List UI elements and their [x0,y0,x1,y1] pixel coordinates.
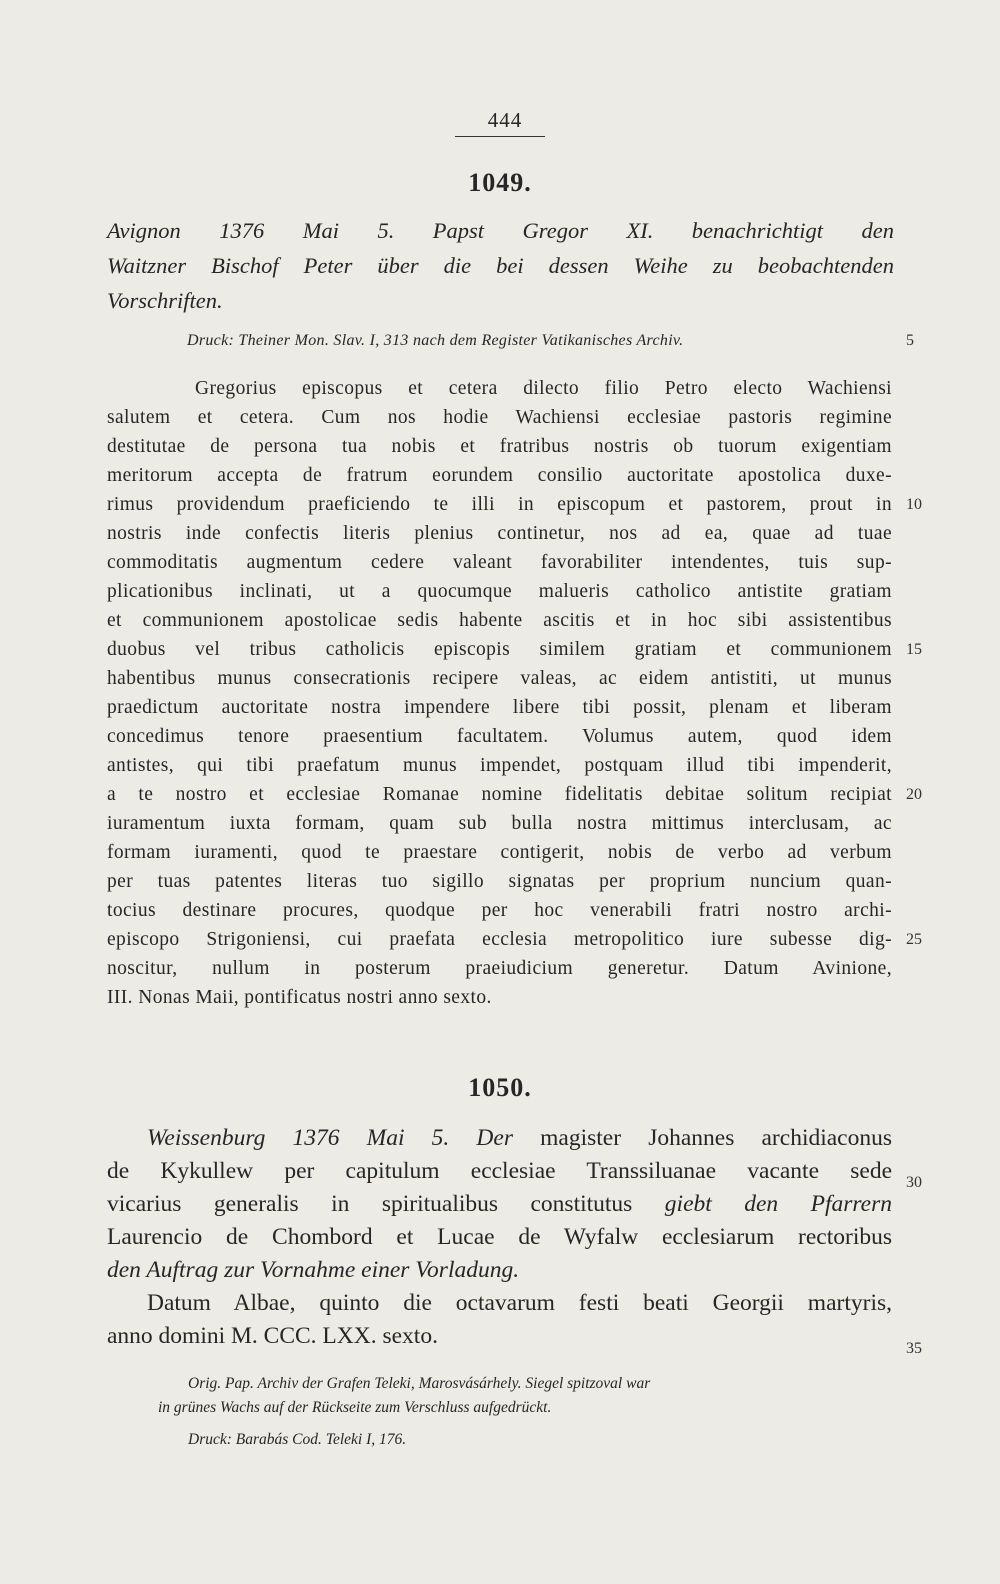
text-line: meritorum accepta de fratrum eorundem consilio auctoritate apostolica duxe- [107,465,892,486]
doc-1049-druck: Druck: Theiner Mon. Slav. I, 313 nach dem Register Vatikanisches Archiv. [187,332,684,349]
heading-line: Waitzner Bischof Peter über die bei dessen Weihe zu beobachtenden [107,253,894,278]
text-line: praedictum auctoritate nostra impendere libere tibi possit, plenam et liberam [107,697,892,718]
heading-roman: vicarius generalis in spiritualibus constitutus [107,1191,633,1217]
datum-line: Datum Albae, quinto die octavarum festi beati Georgii martyris, [147,1290,892,1316]
heading-roman: magister Johannes archidiaconus [540,1125,893,1151]
line-number: 35 [906,1340,922,1357]
text-line: a te nostro et ecclesiae Romanae nomine fidelitatis debitae solitum recipiat [107,784,892,805]
line-number: 5 [906,332,914,349]
line-number: 30 [906,1174,922,1191]
text-line: per tuas patentes literas tuo sigillo signatas per proprium nuncium quan- [107,871,892,892]
text-line: plicationibus inclinati, ut a quocumque malueris catholico antistite gratiam [107,581,892,602]
doc-number-1050: 1050. [468,1073,532,1102]
line-number: 10 [906,496,922,513]
druck-line: Druck: Barabás Cod. Teleki I, 176. [188,1431,407,1448]
text-line: antistes, qui tibi praefatum munus impendet, postquam illud tibi impenderit, [107,755,892,776]
text-line: commoditatis augmentum cedere valeant favorabiliter intendentes, tuis sup- [107,552,892,573]
page-number-rule [455,136,545,137]
text-line: duobus vel tribus catholicis episcopis similem gratiam et communionem [107,639,892,660]
line-number: 25 [906,931,922,948]
heading-line: Laurencio de Chombord et Lucae de Wyfalw ecclesiarum rectoribus [107,1224,892,1250]
text-line: episcopo Strigoniensi, cui praefata ecclesia metropolitico iure subesse dig- [107,929,892,950]
heading-italic: Weissenburg 1376 Mai 5. Der [147,1125,513,1151]
text-line: Gregorius episcopus et cetera dilecto filio Petro electo Wachiensi [195,378,892,399]
datum-line: anno domini M. CCC. LXX. sexto. [107,1323,438,1349]
heading-line: Avignon 1376 Mai 5. Papst Gregor XI. benachrichtigt den [107,218,894,243]
line-number: 20 [906,786,922,803]
text-line: et communionem apostolicae sedis habente ascitis et in hoc sibi assistentibus [107,610,892,631]
heading-italic: giebt den Pfarrern [664,1191,892,1217]
page-number: 444 [487,108,523,132]
text-line: iuramentum iuxta formam, quam sub bulla nostra mittimus interclusam, ac [107,813,892,834]
line-number: 15 [906,641,922,658]
text-line: salutem et cetera. Cum nos hodie Wachiensi ecclesiae pastoris regimine [107,407,892,428]
note-line: Orig. Pap. Archiv der Grafen Teleki, Marosvásárhely. Siegel spitzoval war [188,1375,651,1392]
text-line: formam iuramenti, quod te praestare contigerit, nobis de verbo ad verbum [107,842,892,863]
doc-1049-body [107,374,892,1012]
text-line: nostris inde confectis literis plenius continetur, nos ad ea, quae ad tuae [107,523,892,544]
text-line: noscitur, nullum in posterum praeiudicium generetur. Datum Avinione, [107,958,892,979]
doc-1050-heading [107,1122,892,1353]
text-line: destitutae de persona tua nobis et fratribus nostris ob tuorum exigentiam [107,436,892,457]
heading-line: den Auftrag zur Vornahme einer Vorladung. [107,1257,520,1283]
text-line: tocius destinare procures, quodque per hoc venerabili fratri nostro archi- [107,900,892,921]
text-line: habentibus munus consecrationis recipere valeas, ac eidem antistiti, ut munus [107,668,892,689]
heading-line [107,1122,892,1155]
doc-1050-notes [158,1372,878,1452]
text-line: III. Nonas Maii, pontificatus nostri anno sexto. [107,987,492,1008]
heading-line [107,1188,892,1221]
text-line: rimus providendum praeficiendo te illi in episcopum et pastorem, prout in [107,494,892,515]
text-line: concedimus tenore praesentium facultatem. Volumus autem, quod idem [107,726,892,747]
doc-1049-heading [107,213,894,318]
doc-number-1049: 1049. [468,168,532,197]
note-line: in grünes Wachs auf der Rückseite zum Verschluss aufgedrückt. [158,1399,552,1416]
heading-line: de Kykullew per capitulum ecclesiae Transsiluanae vacante sede [107,1158,892,1184]
heading-line: Vorschriften. [107,288,223,313]
